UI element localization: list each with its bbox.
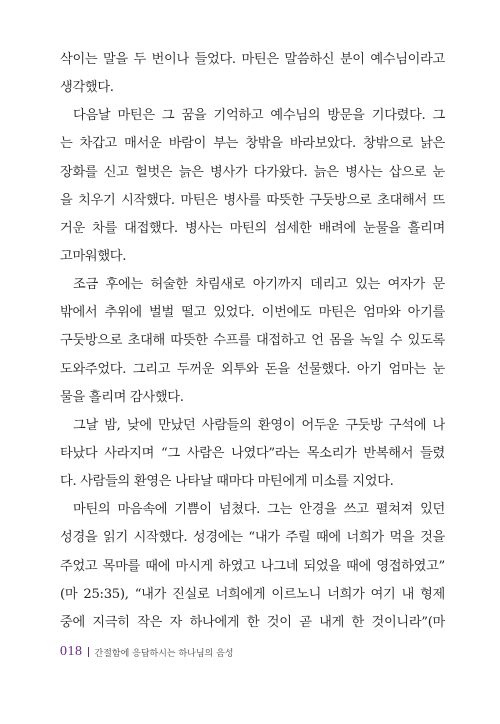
text-line: 거운 차를 대접했다. 병사는 마틴의 섬세한 배려에 눈물을 흘리며 <box>60 220 445 236</box>
text-line: 조금 후에는 허술한 차림새로 아기까지 데리고 있는 여자가 문 <box>73 277 445 293</box>
running-title: 간절함에 응답하시는 하나님의 음성 <box>94 648 234 659</box>
text-line: 그날 밤, 낮에 만났던 사람들의 환영이 어두운 구둣방 구석에 나 <box>73 417 445 433</box>
text-line: 다. 사람들의 환영은 나타날 때마다 마틴에게 미소를 지었다. <box>60 474 394 490</box>
paragraph-1 <box>60 46 445 102</box>
text-line: 주었고 목마를 때에 마시게 하였고 나그네 되었을 때에 영접하였고” <box>60 558 445 574</box>
footer-divider <box>88 647 89 657</box>
text-line: 생각했다. <box>60 80 114 96</box>
text-line: 장화를 신고 헐벗은 늙은 병사가 다가왔다. 늙은 병사는 삽으로 눈 <box>60 164 445 180</box>
page-footer <box>60 642 234 662</box>
text-line: 구둣방으로 초대해 따뜻한 수프를 대접하고 언 몸을 녹일 수 있도록 <box>60 333 445 349</box>
page-number: 018 <box>60 644 83 659</box>
paragraph-5 <box>60 496 445 637</box>
text-line: 을 치우기 시작했다. 마틴은 병사를 따뜻한 구둣방으로 초대해서 뜨 <box>60 192 445 208</box>
paragraph-3 <box>60 271 445 412</box>
paragraph-4 <box>60 412 445 496</box>
text-line: 타났다 사라지며 “그 사람은 나였다”라는 목소리가 반복해서 들렸 <box>60 445 445 461</box>
body-text <box>60 46 445 637</box>
text-line: 중에 지극히 작은 자 하나에게 한 것이 곧 내게 한 것이니라”(마 <box>60 614 445 630</box>
text-line: 는 차갑고 매서운 바람이 부는 창밖을 바라보았다. 창밖으로 낡은 <box>60 136 445 152</box>
text-line: 도와주었다. 그리고 두꺼운 외투와 돈을 선물했다. 아기 엄마는 눈 <box>60 361 445 377</box>
text-line: (마 25:35), “내가 진실로 너희에게 이르노니 너희가 여기 내 형제 <box>60 586 445 602</box>
text-line: 고마워했다. <box>60 248 127 264</box>
text-line: 마틴의 마음속에 기쁨이 넘쳤다. 그는 안경을 쓰고 펼쳐져 있던 <box>73 502 445 518</box>
text-line: 삭이는 말을 두 번이나 들었다. 마틴은 말씀하신 분이 예수님이라고 <box>60 52 445 67</box>
text-line: 물을 흘리며 감사했다. <box>60 389 184 405</box>
text-line: 밖에서 추위에 벌벌 떨고 있었다. 이번에도 마틴은 엄마와 아기를 <box>60 305 445 321</box>
text-line: 성경을 읽기 시작했다. 성경에는 “내가 주릴 때에 너희가 먹을 것을 <box>60 530 445 546</box>
paragraph-2 <box>60 102 445 271</box>
text-line: 다음날 마틴은 그 꿈을 기억하고 예수님의 방문을 기다렸다. 그 <box>73 108 445 124</box>
